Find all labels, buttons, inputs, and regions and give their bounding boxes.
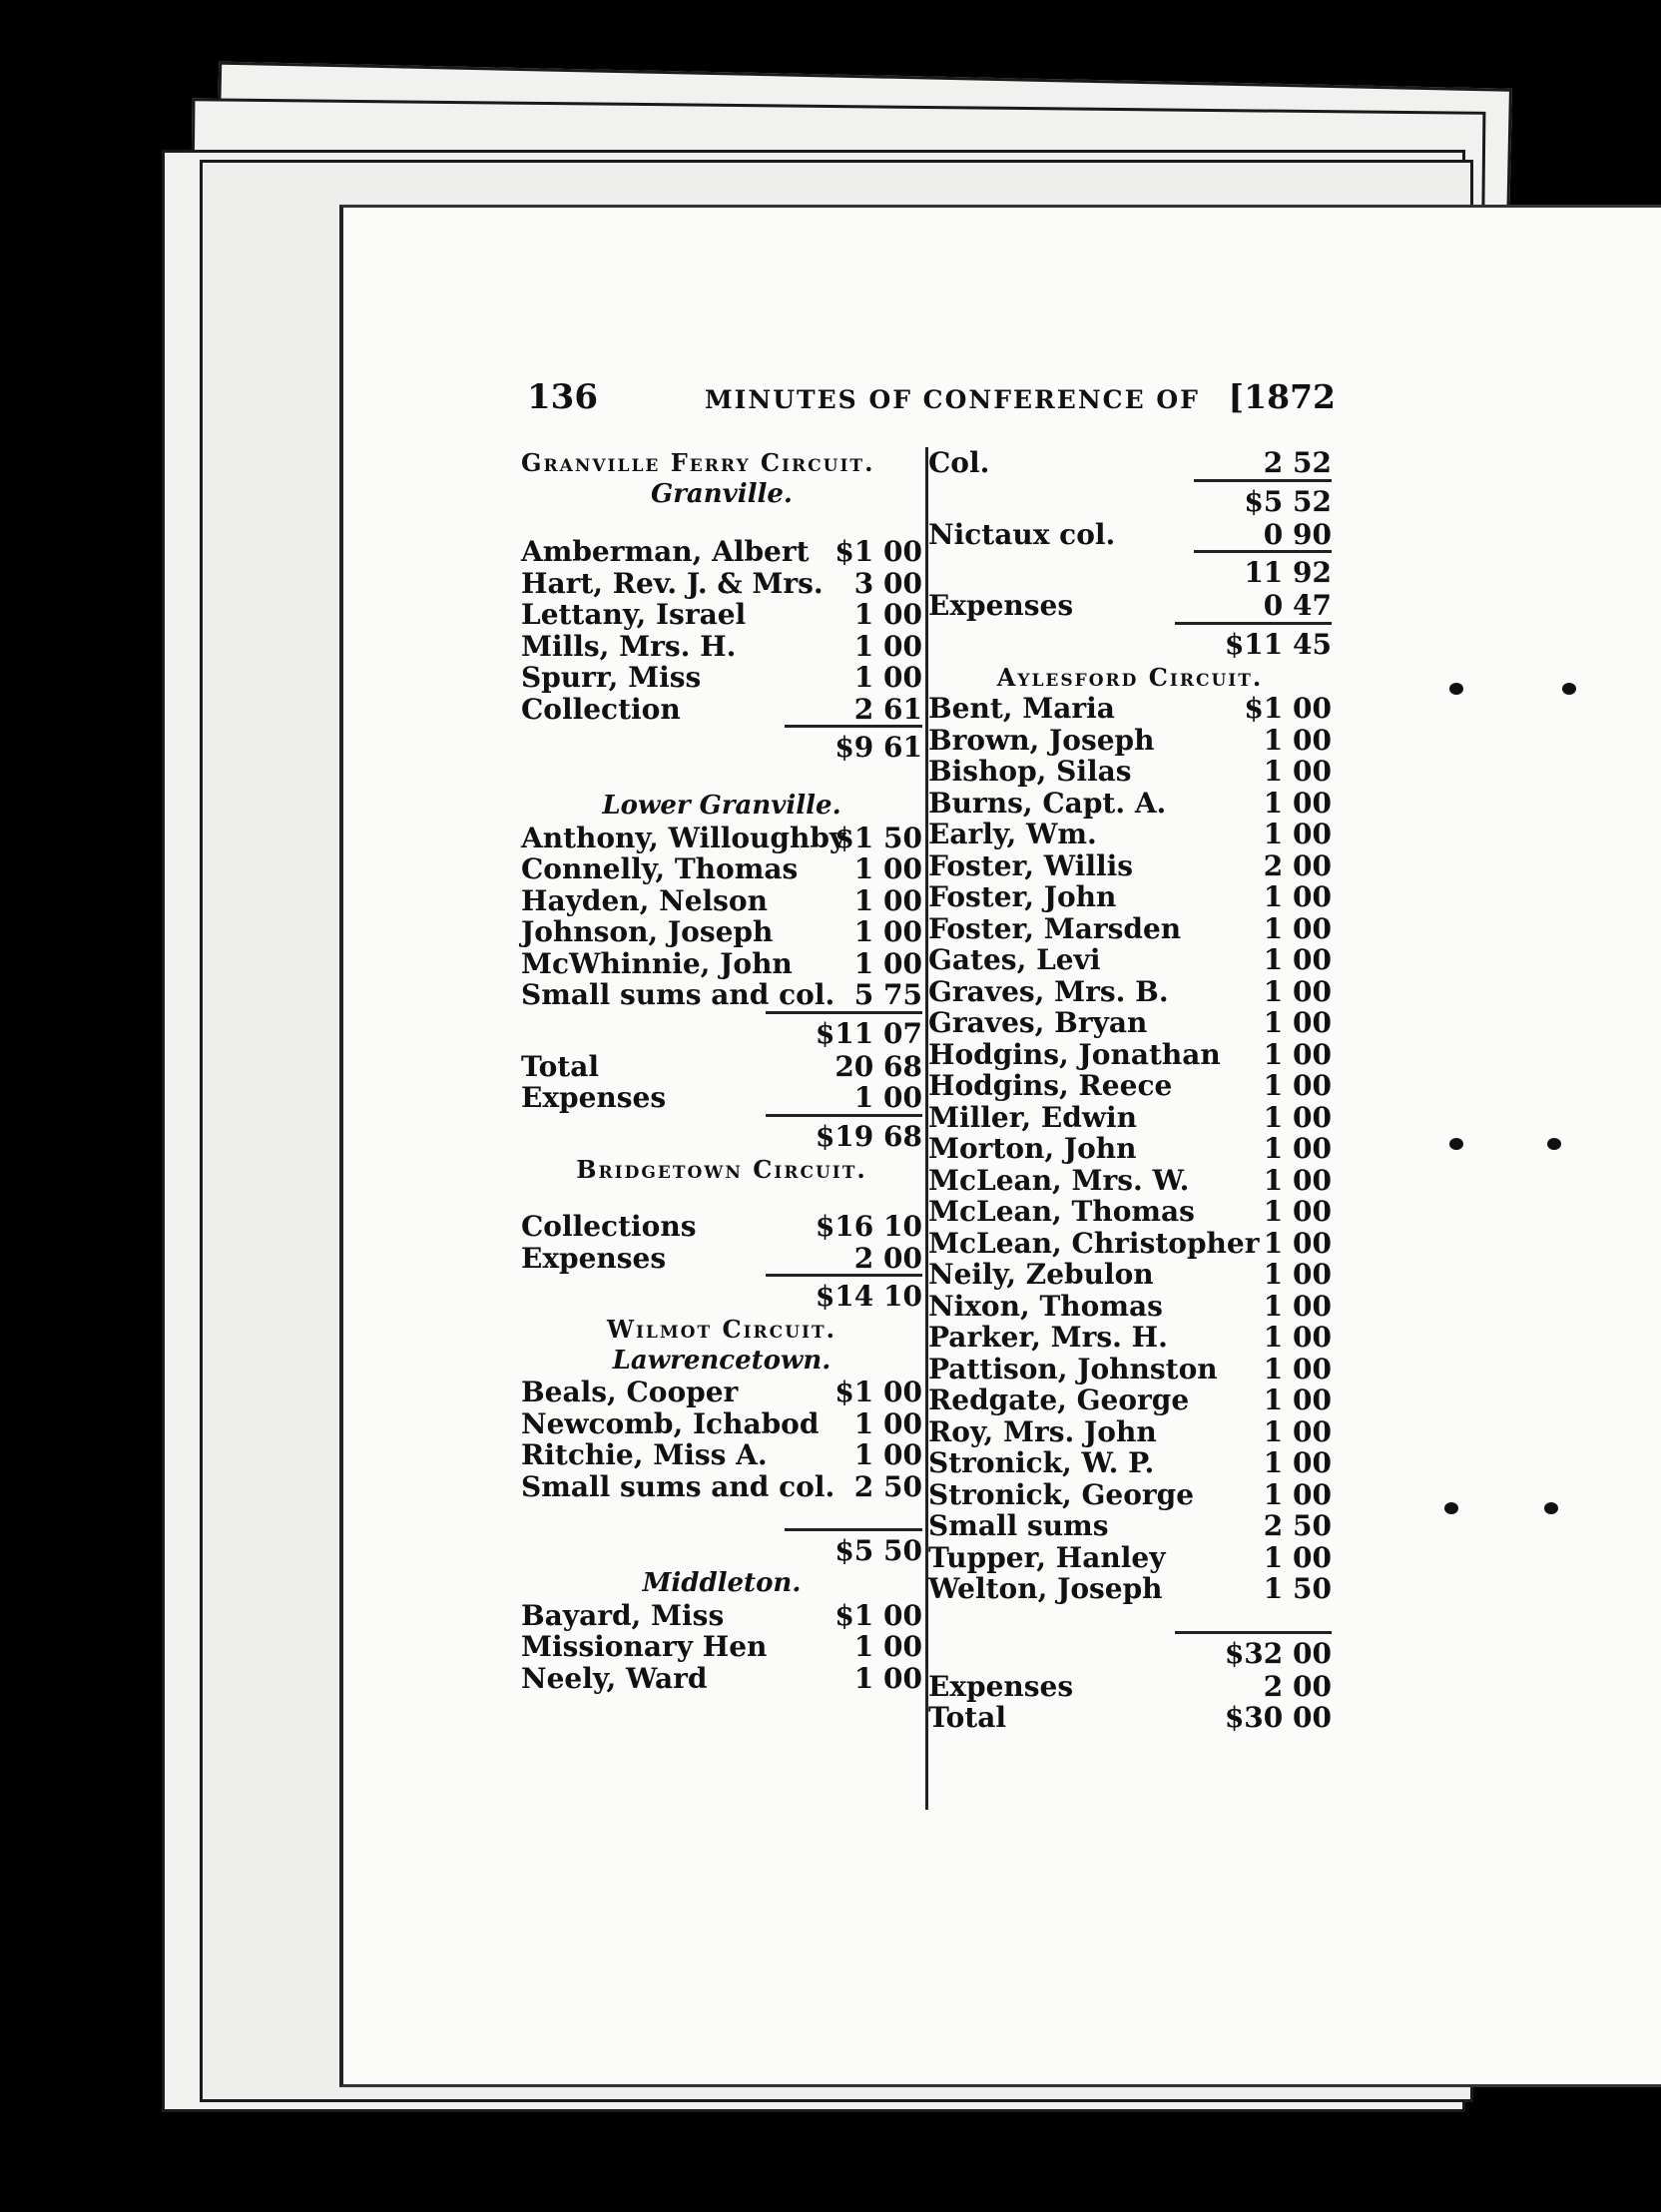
entry-amount: 1 00 (853, 1630, 922, 1663)
ledger-entry (928, 1228, 1332, 1260)
entry-name: Amberman, Albert (521, 535, 810, 568)
entry-amount: 1 00 (1263, 818, 1332, 850)
ledger-entry (521, 631, 922, 663)
circuit-heading: Bridgetown Circuit. (576, 1154, 867, 1184)
entry-name: Hayden, Nelson (521, 883, 768, 917)
ledger-entry (928, 1384, 1332, 1416)
ledger-entry (928, 788, 1332, 820)
entry-amount: 1 00 (1263, 1258, 1332, 1291)
entry-amount: 1 00 (1263, 1163, 1332, 1197)
entry-amount: 1 00 (1263, 1383, 1332, 1416)
entry-name: Johnson, Joseph (521, 915, 774, 948)
entry-name: McWhinnie, John (521, 946, 793, 980)
entry-amount: 1 00 (853, 915, 922, 948)
ledger-entry (928, 1354, 1332, 1385)
ledger-entry (928, 725, 1332, 757)
ledger-entry (521, 1051, 922, 1083)
subtotal-row (521, 1274, 922, 1314)
entry-name: McLean, Mrs. W. (928, 1163, 1190, 1197)
ledger-entry (928, 1479, 1332, 1511)
section-subheading: Lower Granville. (602, 791, 841, 821)
subtotal-amount: $5 52 (1194, 479, 1332, 522)
entry-name: Ritchie, Miss A. (521, 1438, 768, 1471)
entry-name: Small sums and col. (521, 978, 835, 1011)
entry-name: Spurr, Miss (521, 661, 702, 694)
ledger-entry (521, 599, 922, 631)
right-column (928, 447, 1332, 1734)
left-column (521, 447, 922, 1694)
entry-amount: 1 00 (1263, 1414, 1332, 1448)
ledger-entry (928, 1322, 1332, 1354)
ink-blot (1562, 683, 1576, 695)
entry-name: Small sums (928, 1509, 1109, 1542)
entry-name: Bishop, Silas (928, 755, 1132, 788)
ledger-entry (928, 590, 1332, 622)
subtotal-amount: $5 50 (785, 1528, 922, 1571)
subtotal-row (928, 1631, 1332, 1671)
entry-name: Redgate, George (928, 1383, 1190, 1416)
ledger-entry (521, 1408, 922, 1440)
ledger-entry (521, 1631, 922, 1663)
ledger-entry (928, 944, 1332, 976)
entry-name: Beals, Cooper (521, 1376, 739, 1408)
ledger-entry (521, 979, 922, 1011)
entry-name: Missionary Hen (521, 1630, 768, 1663)
ledger-entry (928, 756, 1332, 788)
ink-blot (1449, 1138, 1463, 1150)
ledger-entry (928, 1447, 1332, 1479)
spacer (521, 1185, 922, 1211)
subtotal-amount: $11 07 (766, 1011, 922, 1054)
entry-amount: 2 50 (853, 1469, 922, 1503)
entry-amount: 1 00 (1263, 943, 1332, 976)
spacer (521, 510, 922, 536)
entry-name: Neely, Ward (521, 1661, 708, 1695)
ledger-entry (928, 1070, 1332, 1102)
ledger-entry (521, 853, 922, 885)
subtotal-amount: $32 00 (1175, 1631, 1332, 1674)
ledger-entry (928, 1196, 1332, 1228)
ledger-entry (521, 1243, 922, 1275)
entry-name: Parker, Mrs. H. (928, 1321, 1168, 1354)
ledger-entry (928, 447, 1332, 479)
entry-amount: 2 61 (853, 692, 922, 726)
entry-name: Nictaux col. (928, 517, 1116, 551)
ledger-entry (928, 850, 1332, 882)
subtotal-amount: $14 10 (766, 1274, 922, 1317)
entry-name: Welton, Joseph (928, 1572, 1163, 1605)
entry-amount: 3 00 (853, 566, 922, 600)
subtotal-amount: 11 92 (1194, 550, 1332, 593)
subtotal-row (521, 1011, 922, 1051)
entry-amount: 5 75 (853, 978, 922, 1011)
ledger-entry (521, 916, 922, 948)
entry-name: Expenses (521, 1081, 667, 1114)
ledger-entry (928, 1291, 1332, 1323)
entry-name: Burns, Capt. A. (928, 786, 1167, 820)
entry-amount: 2 00 (853, 1241, 922, 1275)
subtotal-row (928, 479, 1332, 519)
entry-name: Total (521, 1049, 600, 1083)
entry-amount: 2 00 (1263, 848, 1332, 882)
entry-amount: $1 00 (834, 1598, 922, 1632)
entry-amount: 1 00 (853, 1406, 922, 1440)
entry-amount: $1 50 (834, 821, 922, 854)
entry-amount: 2 52 (1263, 446, 1332, 479)
entry-name: Foster, John (928, 880, 1117, 913)
entry-amount: $1 00 (1244, 692, 1332, 725)
subtotal-amount: $19 68 (766, 1114, 922, 1157)
entry-name: Nixon, Thomas (928, 1289, 1163, 1323)
entry-name: Stronick, George (928, 1477, 1195, 1511)
entry-name: Col. (928, 446, 990, 479)
entry-amount: 1 00 (853, 1661, 922, 1695)
ledger-entry (521, 1471, 922, 1503)
ledger-entry (521, 1439, 922, 1471)
entry-amount: 1 00 (853, 946, 922, 980)
entry-amount: 2 50 (1263, 1509, 1332, 1542)
entry-name: Small sums and col. (521, 1469, 835, 1503)
entry-amount: 1 00 (1263, 1321, 1332, 1354)
subtotal-amount: $11 45 (1175, 622, 1332, 665)
ledger-entry (928, 1416, 1332, 1448)
entry-name: Hodgins, Reece (928, 1069, 1173, 1102)
entry-amount: 2 00 (1263, 1669, 1332, 1703)
entry-amount: 1 00 (853, 852, 922, 885)
entry-name: Bayard, Miss (521, 1598, 725, 1632)
entry-name: Collection (521, 692, 681, 726)
subtotal-row (521, 1528, 922, 1568)
ledger-entry (928, 519, 1332, 551)
entry-amount: 1 00 (1263, 1477, 1332, 1511)
ledger-entry (928, 881, 1332, 913)
entry-name: Graves, Bryan (928, 1006, 1148, 1039)
ledger-entry (928, 976, 1332, 1008)
subtotal-row (928, 622, 1332, 662)
entry-name: Early, Wm. (928, 818, 1097, 850)
entry-name: Hodgins, Jonathan (928, 1037, 1221, 1071)
ledger-entry (521, 1211, 922, 1243)
ledger-entry (521, 1377, 922, 1408)
entry-name: Bent, Maria (928, 692, 1115, 725)
ledger-entry (521, 568, 922, 600)
entry-amount: 1 00 (853, 661, 922, 694)
page-number: 136 (527, 377, 598, 417)
entry-amount: $1 00 (834, 535, 922, 568)
entry-name: Neily, Zebulon (928, 1258, 1154, 1291)
entry-amount: 1 00 (1263, 1352, 1332, 1385)
ledger-entry (928, 1102, 1332, 1134)
entry-amount: 1 00 (853, 1081, 922, 1114)
entry-name: Mills, Mrs. H. (521, 629, 737, 663)
ink-blot (1547, 1138, 1561, 1150)
entry-name: Brown, Joseph (928, 723, 1155, 757)
entry-name: Expenses (928, 1669, 1074, 1703)
ledger-entry (521, 662, 922, 694)
entry-name: Total (928, 1701, 1007, 1734)
ledger-entry (928, 1573, 1332, 1605)
ledger-entry (521, 885, 922, 917)
entry-name: Gates, Levi (928, 943, 1101, 976)
spacer (928, 1605, 1332, 1631)
entry-name: Foster, Willis (928, 848, 1134, 882)
ledger-entry (521, 948, 922, 980)
entry-amount: $1 00 (834, 1376, 922, 1408)
ledger-entry (928, 819, 1332, 850)
circuit-heading: Granville Ferry Circuit. (521, 448, 875, 477)
entry-amount: 1 50 (1263, 1572, 1332, 1605)
page-header (527, 377, 1336, 427)
ledger-entry (928, 1007, 1332, 1039)
entry-amount: 1 00 (1263, 1289, 1332, 1323)
subtotal-row (928, 550, 1332, 590)
entry-amount: 1 00 (1263, 786, 1332, 820)
ledger-entry (928, 1510, 1332, 1542)
entry-amount: 1 00 (1263, 723, 1332, 757)
entry-amount: 1 00 (1263, 974, 1332, 1008)
entry-amount: 1 00 (1263, 1540, 1332, 1574)
entry-name: Connelly, Thomas (521, 852, 799, 885)
entry-name: Collections (521, 1210, 697, 1243)
entry-amount: 0 90 (1263, 517, 1332, 551)
ledger-entry (928, 1259, 1332, 1291)
ink-blot (1544, 1502, 1558, 1514)
ledger-entry (928, 1542, 1332, 1574)
entry-amount: $16 10 (815, 1210, 922, 1243)
entry-name: Morton, John (928, 1132, 1137, 1165)
section-subheading: Middleton. (642, 1568, 802, 1598)
entry-amount: 1 00 (853, 598, 922, 631)
ledger-entry (928, 693, 1332, 725)
entry-name: McLean, Christopher (928, 1226, 1260, 1260)
entry-name: Stronick, W. P. (928, 1446, 1155, 1479)
entry-name: Pattison, Johnston (928, 1352, 1218, 1385)
entry-name: Newcomb, Ichabod (521, 1406, 820, 1440)
entry-amount: 1 00 (1263, 1226, 1332, 1260)
ink-blot (1449, 683, 1463, 695)
spacer (521, 765, 922, 791)
entry-name: Lettany, Israel (521, 598, 747, 631)
year-label: [1872 (1228, 377, 1336, 416)
entry-name: Foster, Marsden (928, 911, 1182, 945)
entry-amount: 1 00 (853, 1438, 922, 1471)
subtotal-row (521, 725, 922, 765)
ledger-entry (521, 1663, 922, 1695)
entry-amount: 20 68 (834, 1049, 922, 1083)
ledger-entry (928, 913, 1332, 945)
ink-blot (1444, 1502, 1458, 1514)
entry-amount: 1 00 (1263, 1069, 1332, 1102)
subtotal-amount: $9 61 (785, 725, 922, 768)
ledger-entry (928, 1702, 1332, 1734)
entry-amount: 1 00 (1263, 1100, 1332, 1134)
entry-amount: 1 00 (853, 629, 922, 663)
entry-name: Expenses (928, 589, 1074, 622)
running-title: MINUTES OF CONFERENCE OF (705, 385, 1200, 414)
spacer (521, 1502, 922, 1528)
ledger-entry (928, 1165, 1332, 1197)
entry-amount: 1 00 (1263, 1132, 1332, 1165)
entry-name: McLean, Thomas (928, 1195, 1195, 1228)
entry-name: Graves, Mrs. B. (928, 974, 1169, 1008)
entry-amount: 1 00 (1263, 880, 1332, 913)
subtotal-row (521, 1114, 922, 1154)
ledger-entry (521, 536, 922, 568)
entry-name: Tupper, Hanley (928, 1540, 1166, 1574)
entry-amount: 1 00 (853, 883, 922, 917)
entry-amount: $30 00 (1224, 1701, 1332, 1734)
ledger-entry (521, 694, 922, 726)
entry-amount: 0 47 (1263, 589, 1332, 622)
ledger-entry (928, 1671, 1332, 1703)
entry-amount: 1 00 (1263, 1446, 1332, 1479)
entry-amount: 1 00 (1263, 1037, 1332, 1071)
entry-name: Miller, Edwin (928, 1100, 1137, 1134)
section-subheading: Granville. (651, 478, 793, 509)
entry-amount: 1 00 (1263, 755, 1332, 788)
entry-amount: 1 00 (1263, 1195, 1332, 1228)
ledger-entry (928, 1133, 1332, 1165)
entry-name: Anthony, Willoughby (521, 821, 846, 854)
ledger-entry (928, 1039, 1332, 1071)
circuit-heading: Wilmot Circuit. (607, 1315, 836, 1344)
ledger-entry (521, 823, 922, 854)
entry-name: Hart, Rev. J. & Mrs. (521, 566, 824, 600)
entry-name: Roy, Mrs. John (928, 1414, 1157, 1448)
section-subheading: Lawrencetown. (612, 1345, 831, 1376)
circuit-heading: Aylesford Circuit. (996, 662, 1264, 692)
ledger-entry (521, 1082, 922, 1114)
entry-amount: 1 00 (1263, 1006, 1332, 1039)
ledger-entry (521, 1600, 922, 1632)
entry-amount: 1 00 (1263, 911, 1332, 945)
entry-name: Expenses (521, 1241, 667, 1275)
